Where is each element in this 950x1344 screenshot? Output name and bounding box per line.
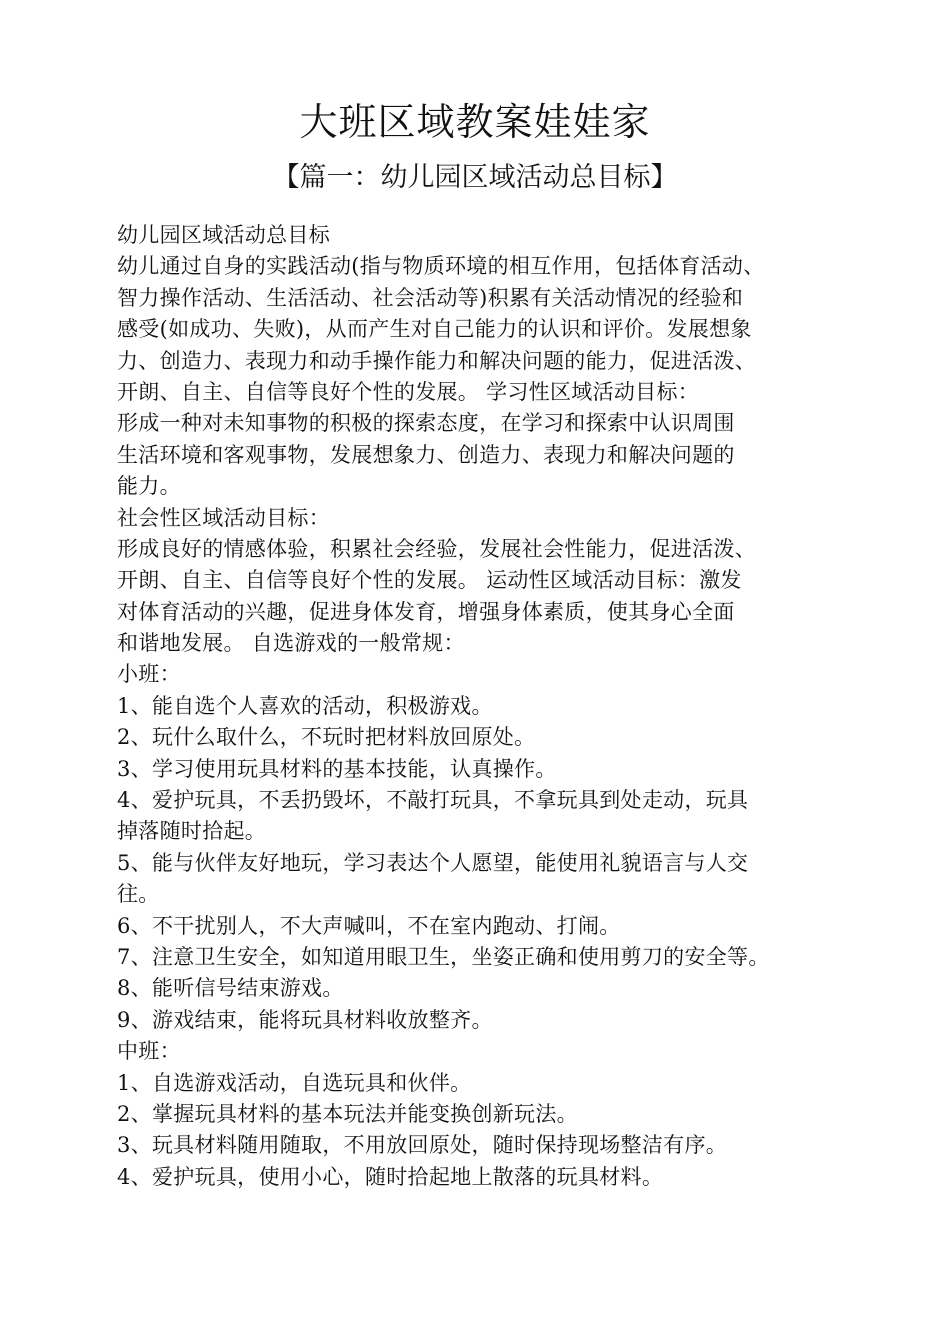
document-title: 大班区域教案娃娃家 [299, 100, 651, 144]
body-text-line: 8、能听信号结束游戏。 [117, 976, 344, 1001]
body-text-line: 2、玩什么取什么，不玩时把材料放回原处。 [117, 725, 536, 750]
body-text-line: 1、能自选个人喜欢的活动，积极游戏。 [117, 693, 493, 718]
body-text-line: 9、游戏结束，能将玩具材料收放整齐。 [117, 1007, 493, 1032]
body-text-line: 7、注意卫生安全，如知道用眼卫生，坐姿正确和使用剪刀的安全等。 [117, 944, 770, 969]
body-text-line: 生活环境和客观事物，发展想象力、创造力、表现力和解决问题的 [117, 442, 735, 467]
body-text-line: 3、玩具材料随用随取，不用放回原处，随时保持现场整洁有序。 [117, 1133, 728, 1158]
body-text-line: 2、掌握玩具材料的基本玩法并能变换创新玩法。 [117, 1101, 578, 1126]
body-text-line: 往。 [117, 882, 160, 907]
body-text-line: 能力。 [117, 474, 181, 499]
body-text-line: 力、创造力、表现力和动手操作能力和解决问题的能力，促进活泼、 [117, 348, 756, 373]
body-text-line: 小班： [117, 662, 181, 687]
body-text-line: 社会性区域活动目标： [117, 505, 330, 530]
section-heading: 【篇一：幼儿园区域活动总目标】 [272, 162, 678, 193]
body-text-line: 对体育活动的兴趣，促进身体发育，增强身体素质，使其身心全面 [117, 599, 735, 624]
body-text-line: 开朗、自主、自信等良好个性的发展。 运动性区域活动目标：激发 [117, 568, 742, 593]
body-text-line: 4、爱护玩具，使用小心，随时拾起地上散落的玩具材料。 [117, 1164, 664, 1189]
document-body [117, 220, 857, 1193]
body-text-line: 开朗、自主、自信等良好个性的发展。 学习性区域活动目标： [117, 379, 700, 404]
body-text-line: 3、学习使用玩具材料的基本技能，认真操作。 [117, 756, 557, 781]
body-text-line: 中班： [117, 1039, 181, 1064]
body-text-line: 智力操作活动、生活活动、社会活动等)积累有关活动情况的经验和 [117, 285, 744, 310]
body-text-line: 形成良好的情感体验，积累社会经验，发展社会性能力，促进活泼、 [117, 536, 756, 561]
body-text-line: 1、自选游戏活动，自选玩具和伙伴。 [117, 1070, 472, 1095]
body-text-line: 感受(如成功、失败)，从而产生对自己能力的认识和评价。发展想象 [117, 317, 752, 342]
body-text-line: 幼儿园区域活动总目标 [117, 223, 330, 247]
body-text-line: 4、爱护玩具，不丢扔毁坏，不敲打玩具，不拿玩具到处走动，玩具 [117, 788, 749, 813]
body-text-line: 6、不干扰别人，不大声喊叫，不在室内跑动、打闹。 [117, 913, 621, 938]
body-text-line: 形成一种对未知事物的积极的探索态度，在学习和探索中认识周围 [117, 411, 735, 436]
body-text-line: 幼儿通过自身的实践活动(指与物质环境的相互作用，包括体育活动、 [117, 254, 765, 279]
body-text-line: 和谐地发展。 自选游戏的一般常规： [117, 631, 465, 656]
body-text-line: 5、能与伙伴友好地玩，学习表达个人愿望，能使用礼貌语言与人交 [117, 850, 749, 875]
body-text-line: 掉落随时拾起。 [117, 819, 267, 844]
